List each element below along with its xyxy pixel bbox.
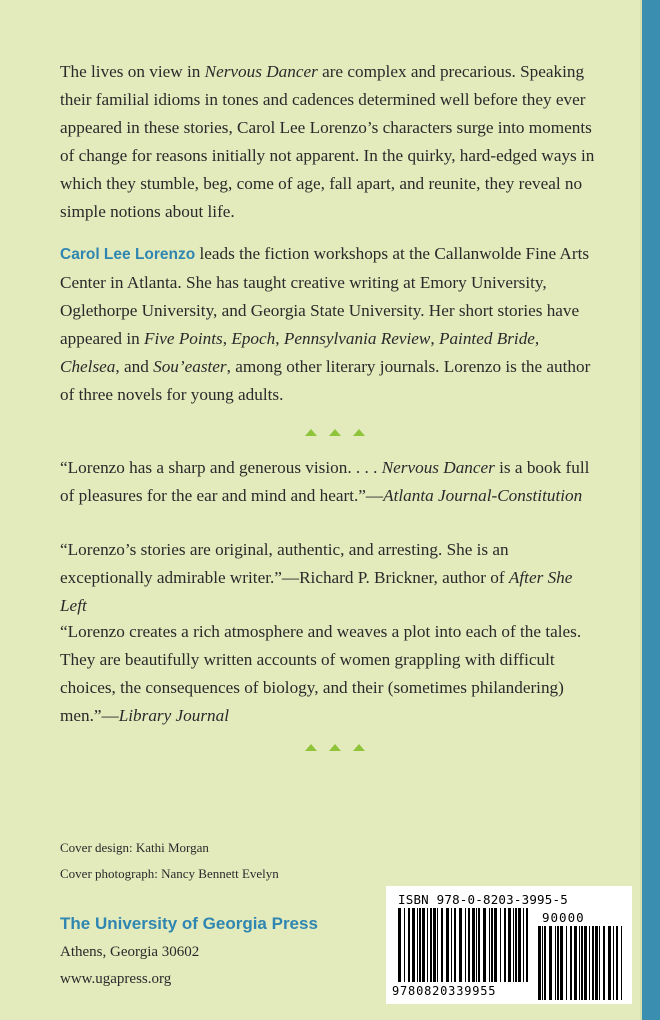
book-title: Nervous Dancer bbox=[204, 62, 318, 81]
author-bio: Carol Lee Lorenzo leads the fiction workshops at the Callanwolde Fine Arts Center in Atlanta. She has taught creative writing at Emory University, Oglethorpe University, and Georgia State University. Her short stories have appeared in Five Points, Epoch, Pennsylvania Review, Painted Bride, Chelsea, and Sou’easter, among other literary journals. Lorenzo is the author of three novels for young adults. bbox=[60, 244, 591, 404]
publisher-city: Athens, Georgia 30602 bbox=[60, 944, 200, 960]
isbn-barcode bbox=[386, 886, 632, 1004]
ornament-divider-bottom bbox=[300, 743, 370, 753]
spine-stripe bbox=[642, 0, 660, 1020]
isbn-label: ISBN 978-0-8203-3995-5 bbox=[398, 892, 568, 907]
review-quote-1: “Lorenzo has a sharp and generous vision. . . . Nervous Dancer is a book full of pleasures for the ear and mind and heart.”—Atlanta Journal-Constitution bbox=[60, 458, 590, 505]
ornament-divider-top bbox=[300, 428, 370, 438]
author-name: Carol Lee Lorenzo bbox=[60, 246, 196, 263]
publisher-url[interactable]: www.ugapress.org bbox=[60, 971, 172, 987]
description-paragraph: The lives on view in Nervous Dancer are complex and precarious. Speaking their familial idioms in tones and cadences determined well before they ever appeared in these stories, Carol Lee Lorenzo’s characters surge into moments of change for reasons initially not apparent. In the quirky, hard-edged ways in which they stumble, beg, come of age, fall apart, and reunite, they reveal no simple notions about life. bbox=[60, 62, 595, 221]
review-quote-2: “Lorenzo’s stories are original, authentic, and arresting. She is an exceptionally admirable writer.”—Richard P. Brickner, author of After She Left bbox=[60, 540, 573, 615]
publisher-name: The University of Georgia Press bbox=[60, 914, 318, 933]
barcode-digits: 9780820339955 bbox=[392, 984, 497, 998]
cover-design-credit: Cover design: Kathi Morgan bbox=[60, 840, 209, 855]
barcode-addon-digits: 90000 bbox=[542, 910, 585, 925]
review-quote-3: “Lorenzo creates a rich atmosphere and weaves a plot into each of the tales. They are beautifully written accounts of women grappling with difficult choices, the consequences of biology, and their (sometimes philandering) men.”—Library Journal bbox=[60, 622, 582, 725]
cover-photo-credit: Cover photograph: Nancy Bennett Evelyn bbox=[60, 866, 279, 881]
